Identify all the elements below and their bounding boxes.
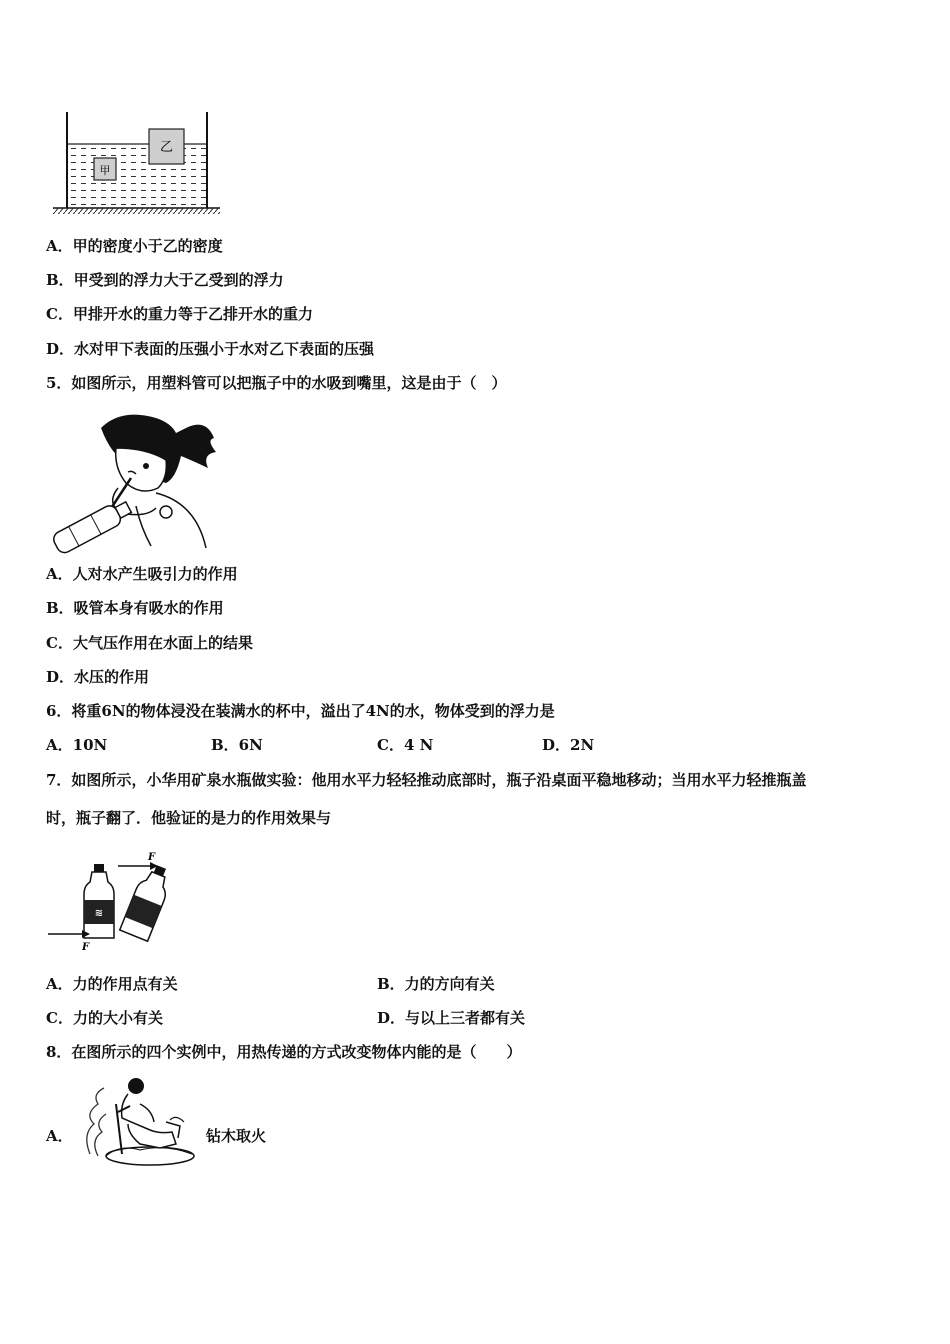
q7-options-row2: [46, 1008, 906, 1028]
q6-option-d: D．2N: [542, 736, 595, 754]
q6-options: [46, 735, 906, 755]
svg-text:乙: 乙: [159, 140, 174, 155]
q5-stem: 5．如图所示，用塑料管可以把瓶子中的水吸到嘴里，这是由于（ ）: [46, 374, 507, 392]
svg-text:F: F: [148, 852, 156, 863]
q5-option-d: D．水压的作用: [46, 668, 150, 686]
block-jia: [94, 158, 116, 180]
svg-text:≋: ≋: [94, 908, 104, 919]
q6-stem: 6．将重6N的物体浸没在装满水的杯中，溢出了4N的水，物体受到的浮力是: [46, 702, 555, 720]
q4-option-b: B．甲受到的浮力大于乙受到的浮力: [46, 271, 284, 289]
q7-option-c: C．力的大小有关: [46, 1009, 163, 1027]
q6-option-a: A．10N: [46, 736, 108, 754]
tipping-bottle: [120, 861, 176, 941]
block-yi: [149, 129, 184, 164]
q7-option-d: D．与以上三者都有关: [377, 1009, 526, 1027]
q7-stem-line2: 时，瓶子翻了．他验证的是力的作用效果与: [46, 809, 332, 827]
q7-option-a: A．力的作用点有关: [46, 975, 178, 993]
svg-text:甲: 甲: [99, 164, 111, 177]
q8-option-a-caption: 钻木取火: [206, 1127, 267, 1145]
buoyancy-container-figure: [50, 110, 225, 215]
q7-option-b: B．力的方向有关: [377, 975, 495, 993]
q4-option-d: D．水对甲下表面的压强小于水对乙下表面的压强: [46, 340, 375, 358]
girl-drinking-straw-figure: [46, 408, 221, 550]
drilling-wood-fire-figure: [80, 1074, 198, 1170]
q6-option-b: B．6N: [211, 736, 263, 754]
q7-options-row1: [46, 974, 906, 994]
q6-option-c: C．4 N: [377, 736, 434, 754]
q5-option-a: A．人对水产生吸引力的作用: [46, 565, 238, 583]
upright-bottle: [84, 864, 114, 938]
q4-option-c: C．甲排开水的重力等于乙排开水的重力: [46, 305, 313, 323]
q5-option-b: B．吸管本身有吸水的作用: [46, 599, 224, 617]
q8-stem: 8．在图所示的四个实例中，用热传递的方式改变物体内能的是（ ）: [46, 1043, 522, 1061]
svg-text:F: F: [82, 942, 90, 953]
q4-option-a: A．甲的密度小于乙的密度: [46, 237, 223, 255]
q8-option-a-letter: A．: [46, 1127, 73, 1145]
q7-stem-line1: 7．如图所示，小华用矿泉水瓶做实验：他用水平力轻轻推动底部时，瓶子沿桌面平稳地移动；当用水平力轻推瓶盖: [46, 771, 807, 789]
q5-option-c: C．大气压作用在水面上的结果: [46, 634, 253, 652]
bottle-push-figure: [46, 850, 181, 955]
